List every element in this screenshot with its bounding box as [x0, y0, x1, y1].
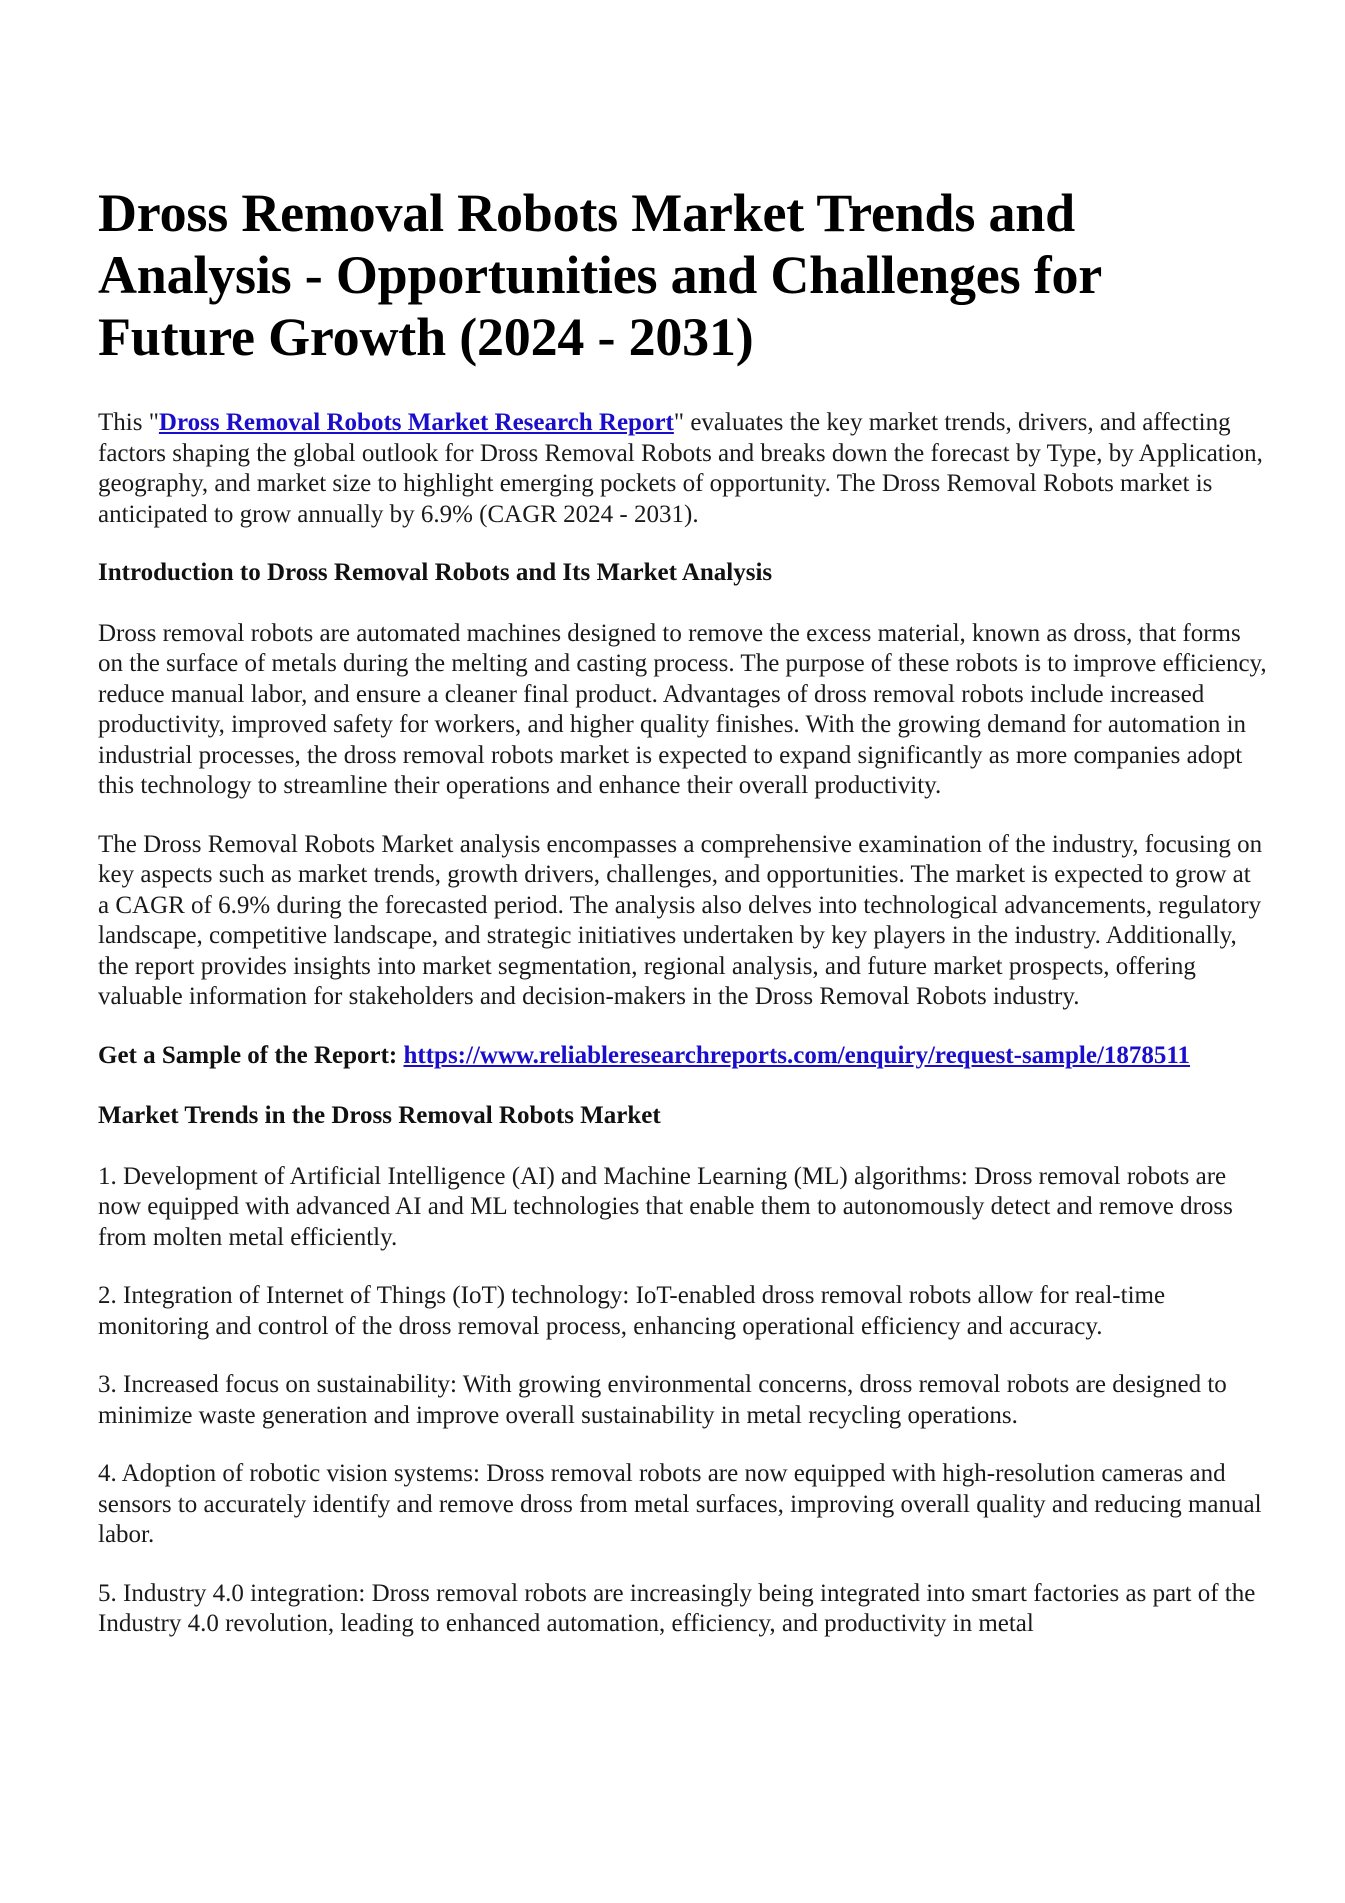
- report-link[interactable]: Dross Removal Robots Market Research Report: [158, 409, 674, 436]
- section-heading-introduction: Introduction to Dross Removal Robots and Its Market Analysis: [98, 559, 773, 586]
- trend-item-5: 5. Industry 4.0 integration: Dross removal robots are increasingly being integrated into smart factories as part of the Industry 4.0 revolution, leading to enhanced automation, efficiency, and productivity in metal: [98, 1579, 1256, 1637]
- trend-item-2: 2. Integration of Internet of Things (IoT) technology: IoT-enabled dross removal robots allow for real-time monitoring and control of the dross removal process, enhancing operational efficiency and accuracy.: [98, 1282, 1166, 1340]
- sample-request: [98, 1041, 1268, 1072]
- intro-prefix: This ": [98, 409, 159, 436]
- page-title: Dross Removal Robots Market Trends and Analysis - Opportunities and Challenges for Future Growth (2024 - 2031): [98, 183, 1102, 367]
- sample-label: Get a Sample of the Report:: [98, 1041, 404, 1069]
- intro-suffix: " evaluates the key market trends, drivers, and affecting factors shaping the global outlook for Dross Removal Robots and breaks down the forecast by Type, by Application, geography, and market size to highlight emerging pockets of opportunity. The Dross Removal Robots market is anticipated to grow annually by 6.9% (CAGR 2024 - 2031).: [98, 409, 1263, 528]
- trend-item-4: 4. Adoption of robotic vision systems: Dross removal robots are now equipped with high-resolution cameras and sensors to accurately identify and remove dross from metal surfaces, improving overall quality and reducing manual labor.: [98, 1460, 1262, 1548]
- intro-paragraph: [98, 408, 1268, 530]
- trend-item-1: 1. Development of Artificial Intelligence (AI) and Machine Learning (ML) algorithms: Dross removal robots are now equipped with advanced AI and ML technologies that enable them to autonomously detect and remove dross from molten metal efficiently.: [98, 1162, 1233, 1251]
- sample-link[interactable]: https://www.reliableresearchreports.com/enquiry/request-sample/1878511: [403, 1041, 1191, 1069]
- intro-body-paragraph-1: Dross removal robots are automated machines designed to remove the excess material, known as dross, that forms on the surface of metals during the melting and casting process. The purpose of these robots is to improve efficiency, reduce manual labor, and ensure a cleaner final product. Advantages of dross removal robots include increased productivity, improved safety for workers, and higher quality finishes. With the growing demand for automation in industrial processes, the dross removal robots market is expected to expand significantly as more companies adopt this technology to streamline their operations and enhance their overall productivity.: [98, 619, 1267, 799]
- trend-item-3: 3. Increased focus on sustainability: With growing environmental concerns, dross removal robots are designed to minimize waste generation and improve overall sustainability in metal recycling operations.: [98, 1371, 1227, 1429]
- section-heading-trends: Market Trends in the Dross Removal Robots Market: [98, 1102, 661, 1129]
- intro-body-paragraph-2: The Dross Removal Robots Market analysis encompasses a comprehensive examination of the industry, focusing on key aspects such as market trends, growth drivers, challenges, and opportunities. The market is expected to grow at a CAGR of 6.9% during the forecasted period. The analysis also delves into technological advancements, regulatory landscape, competitive landscape, and strategic initiatives undertaken by key players in the industry. Additionally, the report provides insights into market segmentation, regional analysis, and future market prospects, offering valuable information for stakeholders and decision-makers in the Dross Removal Robots industry.: [98, 830, 1263, 1010]
